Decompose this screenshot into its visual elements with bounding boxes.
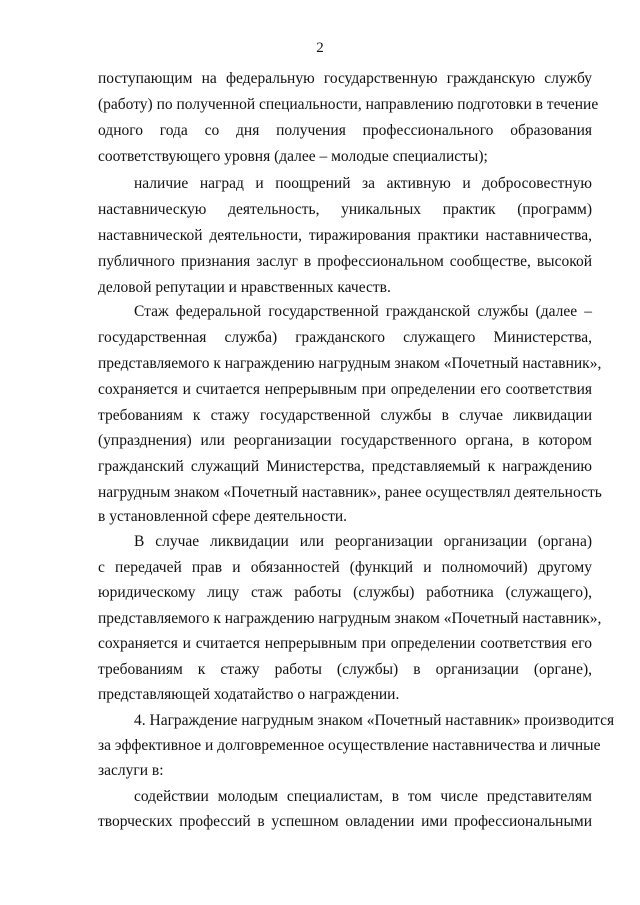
text-line: нагрудным знаком «Почетный наставник», ранее осуществлял деятельность xyxy=(98,484,602,501)
text-line: заслуги в: xyxy=(98,762,164,779)
text-line: наставническую деятельность, уникальных практик (программ) xyxy=(98,201,592,218)
text-line: наставнической деятельности, тиражирования практики наставничества, xyxy=(98,227,592,244)
text-line: соответствующего уровня (далее – молодые специалисты); xyxy=(98,148,488,165)
text-line: с передачей прав и обязанностей (функций и полномочий) другому xyxy=(98,559,592,576)
text-line: Стаж федеральной государственной гражданской службы (далее – xyxy=(134,303,592,320)
text-line: сохраняется и считается непрерывным при определении соответствия его xyxy=(98,635,592,652)
text-line: гражданский служащий Министерства, представляемый к награждению xyxy=(98,458,592,475)
text-line: государственная служба) гражданского служащего Министерства, xyxy=(98,329,592,346)
text-line: публичного признания заслуг в профессиональном сообществе, высокой xyxy=(98,253,592,270)
text-line: за эффективное и долговременное осуществление наставничества и личные xyxy=(98,737,601,754)
text-line: сохраняется и считается непрерывным при определении его соответствия xyxy=(98,381,592,398)
text-line: (упразднения) или реорганизации государственного органа, в котором xyxy=(98,432,592,449)
text-line: наличие наград и поощрений за активную и добросовестную xyxy=(134,175,592,192)
text-line: представляющей ходатайство о награждении. xyxy=(98,686,400,703)
text-line: творческих профессий в успешном овладении ими профессиональными xyxy=(98,813,592,830)
text-line: представляемого к награждению нагрудным знаком «Почетный наставник», xyxy=(98,610,602,627)
text-line: в установленной сфере деятельности. xyxy=(98,508,348,525)
text-line: требованиям к стажу государственной службы в случае ликвидации xyxy=(98,407,592,424)
page-number: 2 xyxy=(316,40,324,56)
text-line: деловой репутации и нравственных качеств. xyxy=(98,279,391,296)
text-line: содействии молодым специалистам, в том числе представителям xyxy=(134,788,592,805)
text-line: В случае ликвидации или реорганизации организации (органа) xyxy=(134,533,592,550)
text-line: поступающим на федеральную государственную гражданскую службу xyxy=(98,70,592,87)
text-line: (работу) по полученной специальности, направлению подготовки в течение xyxy=(98,96,599,113)
text-line: юридическому лицу стаж работы (службы) работника (служащего), xyxy=(98,584,592,601)
text-line: одного года со дня получения профессионального образования xyxy=(98,122,592,139)
text-line: требованиям к стажу работы (службы) в организации (органе), xyxy=(98,661,592,678)
text-line: представляемого к награждению нагрудным знаком «Почетный наставник», xyxy=(98,355,602,372)
text-line: 4. Награждение нагрудным знаком «Почетный наставник» производится xyxy=(134,712,615,729)
